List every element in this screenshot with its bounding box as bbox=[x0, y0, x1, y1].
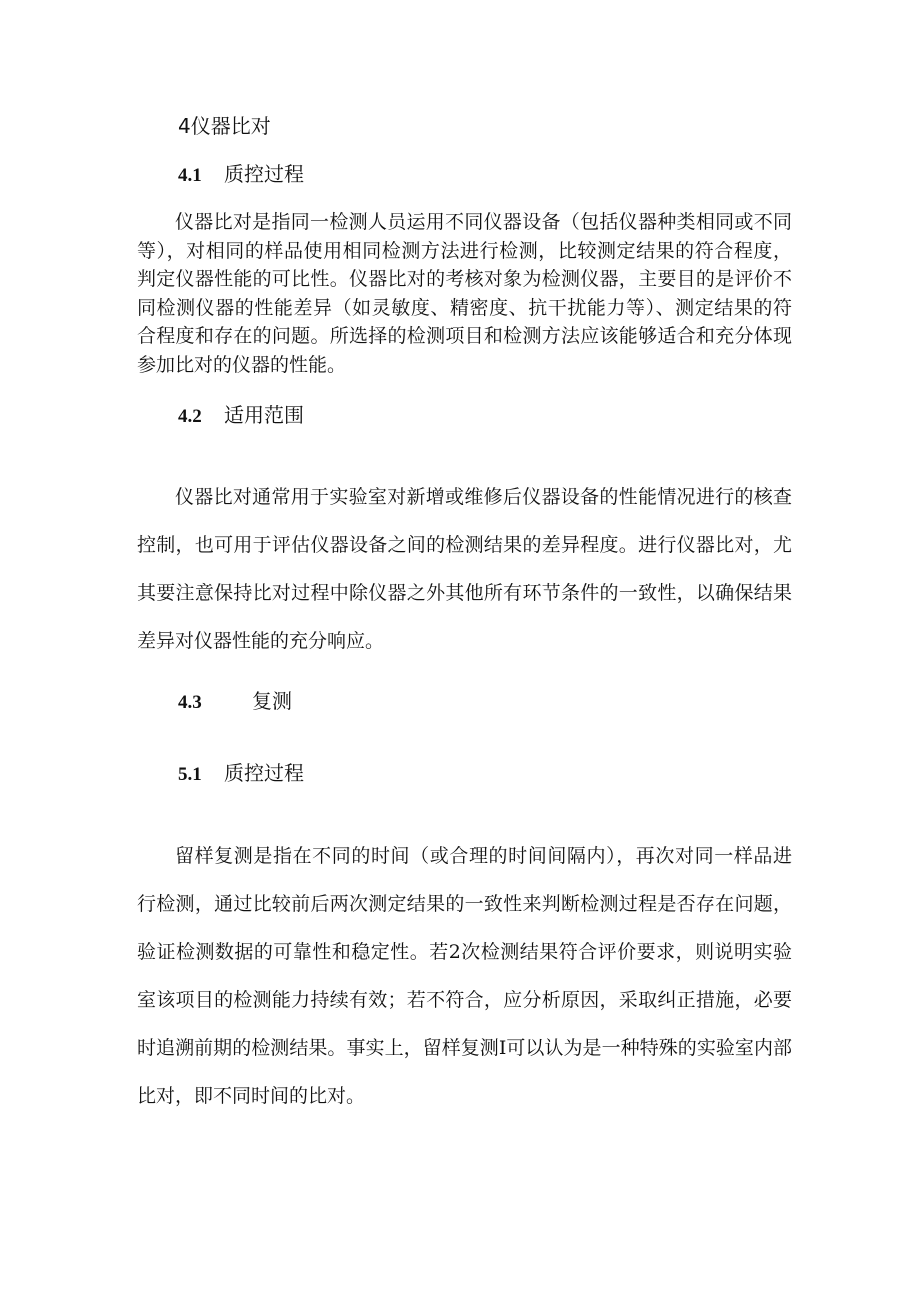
section-heading-4-3 bbox=[178, 689, 292, 715]
section-heading-4-2 bbox=[178, 403, 304, 429]
section-title: 质控过程 bbox=[224, 761, 304, 785]
section-heading-5-1 bbox=[178, 761, 304, 787]
paragraph-5-1: 留样复测是指在不同的时间（或合理的时间间隔内），再次对同一样品进行检测，通过比较前后两次测定结果的一致性来判断检测过程是否存在问题，验证检测数据的可靠性和稳定性。若2次检测结果符合评价要求，则说明实验室该项目的检测能力持续有效；若不符合，应分析原因，采取纠正措施，必要时追溯前期的检测结果。事实上，留样复测I可以认为是一种特殊的实验室内部比对，即不同时间的比对。 bbox=[137, 845, 792, 1107]
section-title: 复测 bbox=[252, 689, 292, 713]
paragraph-4-1: 仪器比对是指同一检测人员运用不同仪器设备（包括仪器种类相同或不同等），对相同的样品使用相同检测方法进行检测，比较测定结果的符合程度，判定仪器性能的可比性。仪器比对的考核对象为检测仪器，主要目的是评价不同检测仪器的性能差异（如灵敏度、精密度、抗干扰能力等）、测定结果的符合程度和存在的问题。所选择的检测项目和检测方法应该能够适合和充分体现参加比对的仪器的性能。 bbox=[137, 211, 792, 376]
section-title: 质控过程 bbox=[224, 162, 304, 186]
section-heading-4-text: 4仪器比对 bbox=[178, 114, 271, 138]
paragraph-4-2: 仪器比对通常用于实验室对新增或维修后仪器设备的性能情况进行的核查控制，也可用于评估仪器设备之间的检测结果的差异程度。进行仪器比对，尤其要注意保持比对过程中除仪器之外其他所有环节条件的一致性，以确保结果差异对仪器性能的充分响应。 bbox=[137, 486, 792, 652]
section-number: 5.1 bbox=[178, 764, 202, 785]
section-heading-4 bbox=[178, 114, 271, 138]
section-number: 4.1 bbox=[178, 165, 202, 186]
section-number: 4.3 bbox=[178, 692, 202, 713]
section-title: 适用范围 bbox=[224, 403, 304, 427]
section-heading-4-1 bbox=[178, 162, 304, 188]
section-number: 4.2 bbox=[178, 406, 202, 427]
